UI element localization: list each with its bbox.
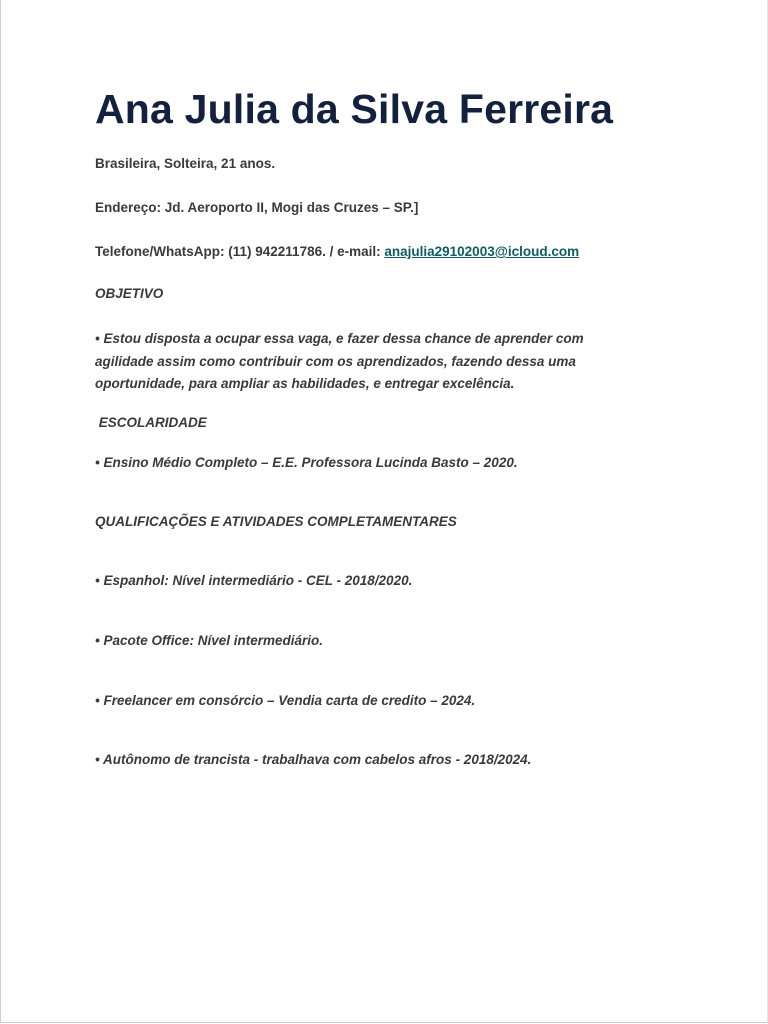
objective-line: agilidade assim como contribuir com os aprendizados, fazendo dessa uma	[95, 353, 576, 369]
objective-line: • Estou disposta a ocupar essa vaga, e fazer dessa chance de aprender com	[95, 331, 584, 346]
candidate-name: Ana Julia da Silva Ferreira	[95, 86, 614, 132]
qualifications-heading: QUALIFICAÇÕES E ATIVIDADES COMPLETAMENTARES	[95, 514, 457, 529]
qualification-item: • Pacote Office: Nível intermediário.	[95, 633, 324, 648]
objective-heading: OBJETIVO	[95, 286, 164, 301]
qualification-item: • Autônomo de trancista - trabalhava com cabelos afros - 2018/2024.	[95, 752, 532, 767]
address-line: Endereço: Jd. Aeroporto II, Mogi das Cruzes – SP.]	[95, 200, 419, 215]
education-heading: ESCOLARIDADE	[95, 415, 207, 430]
contact-line	[95, 244, 579, 259]
email-link[interactable]: anajulia29102003@icloud.com	[384, 244, 580, 259]
objective-line: oportunidade, para ampliar as habilidades, e entregar excelência.	[95, 376, 515, 391]
qualification-item: • Freelancer em consórcio – Vendia carta de credito – 2024.	[95, 693, 476, 708]
objective-text	[95, 328, 655, 396]
education-item: • Ensino Médio Completo – E.E. Professora Lucinda Basto – 2020.	[95, 455, 518, 470]
qualification-item: • Espanhol: Nível intermediário - CEL - 2018/2020.	[95, 573, 413, 588]
contact-phone: Telefone/WhatsApp: (11) 942211786. / e-mail:	[95, 244, 381, 259]
personal-info: Brasileira, Solteira, 21 anos.	[95, 156, 276, 171]
